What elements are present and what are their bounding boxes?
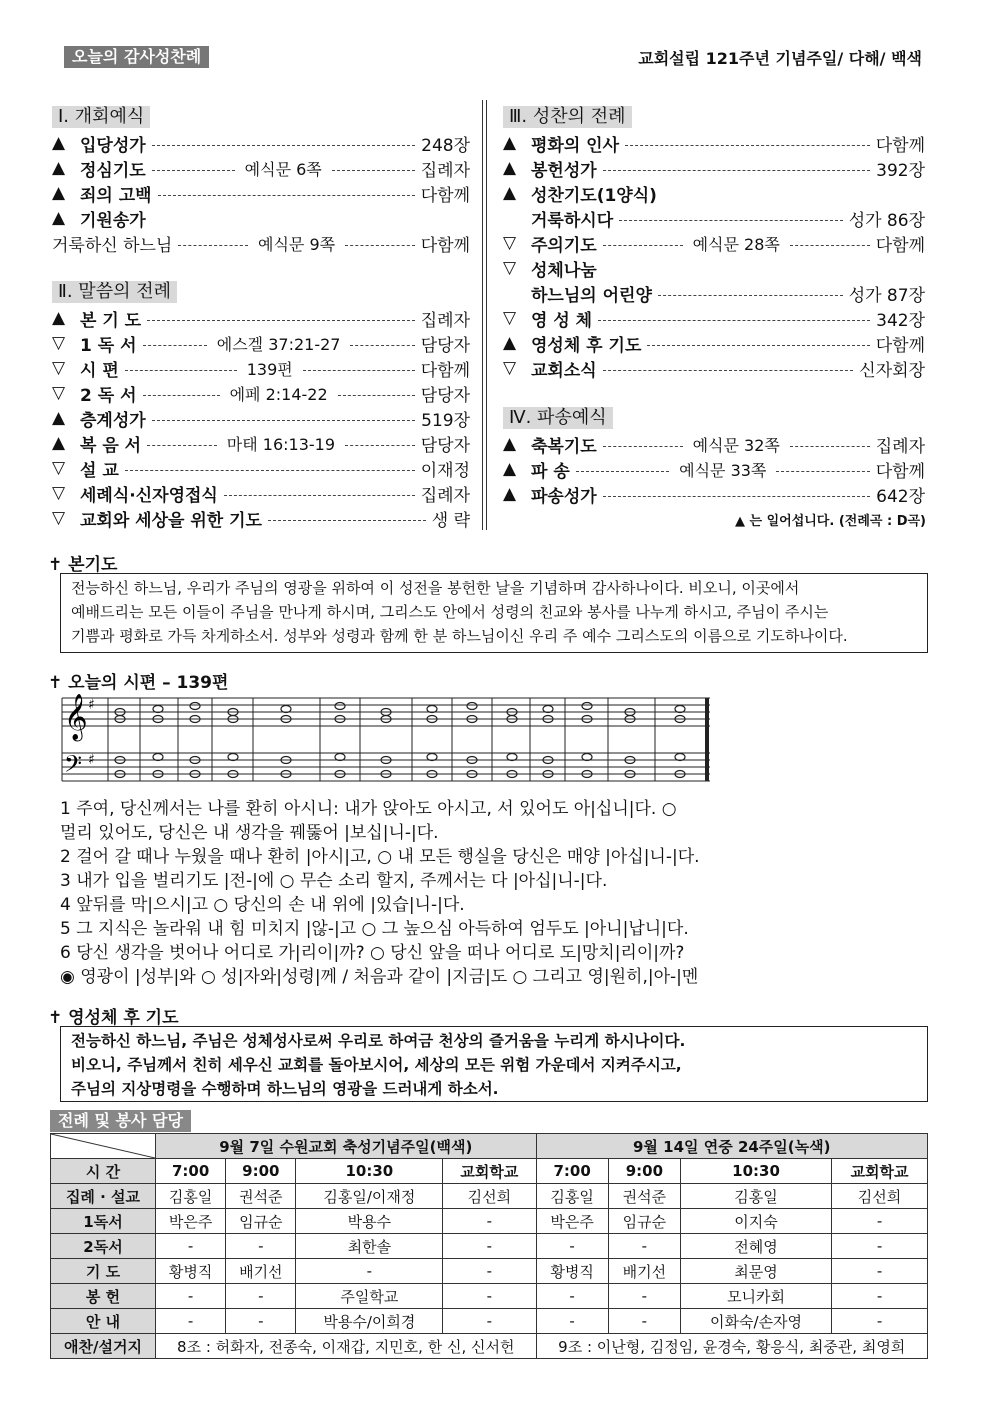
program-item [503, 206, 925, 230]
marker-icon: ▲ [52, 208, 66, 228]
item-value: 248장 [421, 135, 470, 156]
program-item [52, 231, 470, 255]
week2-header: 9월 14일 연중 24주일(녹색) [536, 1134, 928, 1159]
marker-icon: ▽ [503, 358, 517, 378]
psalm-verse: 1 주여, 당신께서는 나를 환히 아시니: 내가 앉아도 아시고, 서 있어도 아|십니|다. ○ [60, 799, 677, 819]
marker-icon: ▲ [52, 158, 66, 178]
table-cell: 김홍일 [681, 1184, 832, 1209]
item-value: 642장 [876, 486, 925, 507]
table-cell: 김홍일/이재정 [296, 1184, 443, 1209]
item-value: 다함께 [420, 235, 471, 256]
item-name: 파송성가 [531, 486, 597, 507]
psalm-verse: 4 앞뒤를 막|으시|고 ○ 당신의 손 내 위에 |있습|니-|다. [60, 895, 465, 915]
program-item [503, 306, 925, 330]
table-cell: 임규순 [608, 1209, 680, 1234]
marker-icon: ▽ [52, 383, 66, 403]
table-cell: 전혜영 [681, 1234, 832, 1259]
table-cell: 김홍일 [156, 1184, 226, 1209]
item-name: 평화의 인사 [531, 135, 620, 156]
table-cell: 황병직 [156, 1259, 226, 1284]
table-cell: 권석준 [226, 1184, 296, 1209]
marker-icon: ▽ [52, 333, 66, 353]
table-cell: 박용수 [296, 1209, 443, 1234]
item-name: 입당성가 [80, 135, 146, 156]
item-value: 담당자 [420, 335, 470, 356]
treble-clef-icon: 𝄞 [64, 694, 88, 740]
program-item [503, 482, 925, 506]
postcommunion-title: ✝ 영성체 후 기도 [48, 1008, 179, 1028]
table-cell: - [226, 1309, 296, 1334]
psalm-chant-music [60, 690, 715, 795]
table-cell: - [156, 1284, 226, 1309]
collect-line: 예배드리는 모든 이들이 주님을 만나게 하시며, 그리스도 안에서 성령의 친교와 봉사를 나누게 하시고, 주님이 주시는 [71, 603, 829, 621]
item-name: 시 편 [80, 360, 119, 381]
marker-icon: ▲ [52, 133, 66, 153]
duty-table [50, 1133, 928, 1359]
psalm-verse: 멀리 있어도, 당신은 내 생각을 꿰뚫어 |보십|니-|다. [60, 823, 439, 843]
time-cell: 교회학교 [832, 1159, 928, 1184]
table-cell: 모니카회 [681, 1284, 832, 1309]
item-name: 복 음 서 [80, 435, 142, 456]
item-value: 다함께 [875, 135, 925, 156]
psalm-verse: 5 그 지식은 놀라워 내 힘 미치지 |않-|고 ○ 그 높으심 아득하여 엄두도 |아니|납니|다. [60, 919, 689, 939]
table-cell: 임규순 [226, 1209, 296, 1234]
program-item [503, 457, 925, 481]
program-item [52, 306, 470, 330]
marker-icon: ▽ [52, 508, 66, 528]
table-cell: - [832, 1259, 928, 1284]
table-cell: 박은주 [536, 1209, 608, 1234]
program-item [52, 181, 470, 205]
row-label: 2독서 [51, 1234, 156, 1259]
marker-icon: ▲ [52, 308, 66, 328]
bass-clef-icon: 𝄢 [64, 750, 83, 783]
item-value: 신자회장 [859, 360, 925, 381]
item-reference: 예식문 33쪽 [679, 460, 767, 480]
program-item [52, 406, 470, 430]
item-name: 거룩하시다 [531, 210, 614, 231]
item-name: 영성체 후 기도 [531, 335, 642, 356]
marker-icon: ▲ [52, 433, 66, 453]
program-item [503, 231, 925, 255]
postcommunion-line: 비오니, 주님께서 친히 세우신 교회를 돌아보시어, 세상의 모든 위험 가운데서 지켜주시고, [71, 1056, 682, 1074]
table-cell: 배기선 [608, 1259, 680, 1284]
collect-line: 전능하신 하느님, 우리가 주님의 영광을 위하여 이 성전을 봉헌한 날을 기념하며 감사하나이다. 비오니, 이곳에서 [71, 579, 800, 597]
table-cell: - [832, 1234, 928, 1259]
program-item [52, 456, 470, 480]
table-row [51, 1309, 928, 1334]
table-cell: - [443, 1284, 536, 1309]
item-name: 기원송가 [80, 210, 146, 231]
item-name: 설 교 [80, 460, 119, 481]
table-cell: 최문영 [681, 1259, 832, 1284]
postcommunion-box [60, 1026, 928, 1102]
svg-text:♯: ♯ [88, 752, 95, 768]
item-value: 다함께 [875, 235, 926, 256]
corner-cell [51, 1134, 156, 1159]
table-cell: - [536, 1284, 608, 1309]
table-cell: - [443, 1234, 536, 1259]
marker-icon: ▲ [52, 183, 66, 203]
table-row [51, 1234, 928, 1259]
psalm-verse: 6 당신 생각을 벗어나 어디로 가|리이|까? ○ 당신 앞을 떠나 어디로 도|망치|리이|까? [60, 943, 685, 963]
item-name: 본 기 도 [80, 310, 142, 331]
program-item [52, 331, 470, 355]
marker-icon: ▽ [52, 483, 66, 503]
psalm-verse: 3 내가 입을 벌리기도 |전-|에 ○ 무슨 소리 할지, 주께서는 다 |아십|니-|다. [60, 871, 608, 891]
marker-icon: ▲ [503, 133, 517, 153]
table-row [51, 1184, 928, 1209]
row-label: 기 도 [51, 1259, 156, 1284]
item-name: 교회와 세상을 위한 기도 [80, 510, 262, 531]
marker-icon: ▲ [503, 459, 517, 479]
table-cell: - [443, 1209, 536, 1234]
time-cell: 9:00 [226, 1159, 296, 1184]
program-item [52, 506, 470, 530]
time-cell: 10:30 [296, 1159, 443, 1184]
table-cell: 주일학교 [296, 1284, 443, 1309]
item-reference: 예식문 6쪽 [244, 159, 322, 179]
psalm-verse: 2 걸어 갈 때나 누웠을 때나 환히 |아시|고, ○ 내 모든 행실을 당신은 매양 |아십|니-|다. [60, 847, 700, 867]
table-row [51, 1134, 928, 1159]
item-reference: 에페 2:14-22 [229, 384, 328, 404]
program-item [503, 156, 925, 180]
time-cell: 7:00 [156, 1159, 226, 1184]
table-cell: 황병직 [536, 1259, 608, 1284]
table-cell: - [443, 1309, 536, 1334]
item-reference: 에스겔 37:21-27 [216, 334, 341, 354]
collect-line: 기쁨과 평화로 가득 차게하소서. 성부와 성령과 함께 한 분 하느님이신 우리 주 예수 그리스도의 이름으로 기도하나이다. [71, 627, 848, 645]
item-value: 다함께 [420, 360, 471, 381]
program-item [52, 381, 470, 405]
time-cell: 교회학교 [443, 1159, 536, 1184]
item-reference: 예식문 9쪽 [258, 234, 336, 254]
program-item [503, 331, 925, 355]
marker-icon: ▽ [503, 308, 517, 328]
item-value: 집례자 [875, 436, 926, 457]
item-value: 519장 [421, 410, 470, 431]
item-name: 봉헌성가 [531, 160, 597, 181]
psalm-title: ✝ 오늘의 시편 – 139편 [48, 673, 229, 693]
table-cell: - [832, 1284, 928, 1309]
item-value: 다함께 [875, 335, 925, 356]
row-label: 애찬/설거지 [51, 1334, 156, 1359]
table-cell: - [832, 1209, 928, 1234]
program-item [503, 432, 925, 456]
marker-icon: ▲ [503, 434, 517, 454]
section-title-opening: Ⅰ. 개회예식 [52, 106, 150, 128]
item-name: 영 성 체 [531, 310, 593, 331]
time-cell: 9:00 [608, 1159, 680, 1184]
program-item [503, 281, 925, 305]
table-cell: - [536, 1234, 608, 1259]
time-cell: 7:00 [536, 1159, 608, 1184]
table-cell: - [536, 1309, 608, 1334]
table-cell: 이화숙/손자영 [681, 1309, 832, 1334]
program-item [52, 356, 470, 380]
item-name: 축복기도 [531, 436, 597, 457]
item-value: 담당자 [420, 385, 471, 406]
program-item [52, 156, 470, 180]
item-name: 2 독 서 [80, 385, 137, 406]
item-name: 성찬기도(1양식) [531, 185, 657, 206]
item-name: 죄의 고백 [80, 185, 152, 206]
row-label: 안 내 [51, 1309, 156, 1334]
column-divider [486, 100, 487, 530]
table-cell: 배기선 [226, 1259, 296, 1284]
item-value: 집례자 [420, 310, 470, 331]
item-value: 성가 86장 [848, 210, 925, 231]
program-item [503, 356, 925, 380]
marker-icon: ▲ [52, 408, 66, 428]
collect-title: ✝ 본기도 [48, 555, 118, 575]
table-cell: - [608, 1234, 680, 1259]
marker-icon: ▲ [503, 484, 517, 504]
item-reference: 예식문 28쪽 [692, 234, 780, 254]
service-subtitle: 교회설립 121주년 기념주일/ 다해/ 백색 [638, 49, 922, 68]
marker-icon: ▽ [52, 358, 66, 378]
item-value: 392장 [876, 160, 925, 181]
table-row [51, 1334, 928, 1359]
row-label: 집례 · 설교 [51, 1184, 156, 1209]
week1-header: 9월 7일 수원교회 축성기념주일(백색) [156, 1134, 537, 1159]
svg-text:♯: ♯ [88, 697, 95, 713]
item-value: 집례자 [420, 160, 471, 181]
item-value: 집례자 [420, 485, 470, 506]
table-cell: 9조 : 이난형, 김정임, 윤경숙, 황응식, 최중관, 최영희 [536, 1334, 928, 1359]
marker-icon: ▽ [503, 258, 517, 278]
item-value: 성가 87장 [848, 285, 925, 306]
table-cell: 권석준 [608, 1184, 680, 1209]
table-row [51, 1259, 928, 1284]
table-cell: - [608, 1284, 680, 1309]
program-item [503, 181, 925, 205]
item-name: 파 송 [531, 461, 570, 482]
section-title-dismissal: Ⅳ. 파송예식 [503, 407, 613, 429]
order-of-service-tag: 오늘의 감사성찬례 [64, 46, 209, 68]
item-name: 주의기도 [531, 235, 597, 256]
section-title-word: Ⅱ. 말씀의 전례 [52, 281, 177, 303]
postcommunion-line: 주님의 지상명령을 수행하며 하느님의 영광을 드러내게 하소서. [71, 1080, 499, 1098]
table-cell: 박은주 [156, 1209, 226, 1234]
program-item [503, 131, 925, 155]
program-item [52, 131, 470, 155]
item-value: 이재정 [420, 460, 470, 481]
item-value: 다함께 [875, 461, 926, 482]
item-name: 교회소식 [531, 360, 597, 381]
table-cell: - [443, 1259, 536, 1284]
marker-icon: ▲ [503, 158, 517, 178]
row-label: 시 간 [51, 1159, 156, 1184]
table-row [51, 1159, 928, 1184]
table-cell: 최한솔 [296, 1234, 443, 1259]
column-divider [482, 100, 483, 530]
program-item [52, 481, 470, 505]
item-value: 생 략 [431, 510, 470, 531]
item-name: 1 독 서 [80, 335, 137, 356]
table-cell: - [156, 1309, 226, 1334]
postcommunion-line: 전능하신 하느님, 주님은 성체성사로써 우리로 하여금 천상의 즐거움을 누리게 하시나이다. [71, 1032, 686, 1050]
item-name: 성체나눔 [531, 260, 597, 281]
item-value: 다함께 [420, 185, 470, 206]
table-cell: 박용수/이희경 [296, 1309, 443, 1334]
program-item [52, 431, 470, 455]
item-value: 342장 [876, 310, 925, 331]
program-item [52, 206, 470, 230]
marker-icon: ▽ [503, 233, 517, 253]
marker-icon: ▲ [503, 333, 517, 353]
table-cell: 김선희 [832, 1184, 928, 1209]
table-cell: 이지숙 [681, 1209, 832, 1234]
item-name: 하느님의 어린양 [531, 285, 652, 306]
table-cell: 김홍일 [536, 1184, 608, 1209]
table-cell: - [296, 1259, 443, 1284]
section-title-eucharist: Ⅲ. 성찬의 전례 [503, 106, 632, 128]
item-reference: 139편 [246, 359, 293, 379]
standing-note: ▲ 는 일어섭니다. (전례곡 : D곡) [734, 514, 926, 529]
item-name: 정심기도 [80, 160, 146, 181]
table-cell: - [226, 1234, 296, 1259]
table-cell: 김선희 [443, 1184, 536, 1209]
item-reference: 예식문 32쪽 [692, 435, 780, 455]
duty-table-tag: 전례 및 봉사 담당 [50, 1110, 191, 1132]
row-label: 1독서 [51, 1209, 156, 1234]
table-cell: - [832, 1309, 928, 1334]
table-row [51, 1284, 928, 1309]
table-cell: - [226, 1284, 296, 1309]
item-name: 세례식·신자영접식 [80, 485, 218, 506]
item-reference: 마태 16:13-19 [226, 434, 336, 454]
item-value: 담당자 [420, 435, 471, 456]
program-item [503, 256, 925, 280]
table-cell: 8조 : 허화자, 전종숙, 이재갑, 지민호, 한 신, 신서헌 [156, 1334, 537, 1359]
item-name: 층계성가 [80, 410, 146, 431]
item-name: 거룩하신 하느님 [52, 235, 173, 256]
psalm-verse: ◉ 영광이 |성부|와 ○ 성|자와|성령|께 / 처음과 같이 |지금|도 ○ 그리고 영|원히,|아-|멘 [60, 967, 699, 987]
collect-box [60, 573, 928, 653]
table-row [51, 1209, 928, 1234]
table-cell: - [608, 1309, 680, 1334]
marker-icon: ▽ [52, 458, 66, 478]
table-cell: - [156, 1234, 226, 1259]
row-label: 봉 헌 [51, 1284, 156, 1309]
time-cell: 10:30 [681, 1159, 832, 1184]
marker-icon: ▲ [503, 183, 517, 203]
